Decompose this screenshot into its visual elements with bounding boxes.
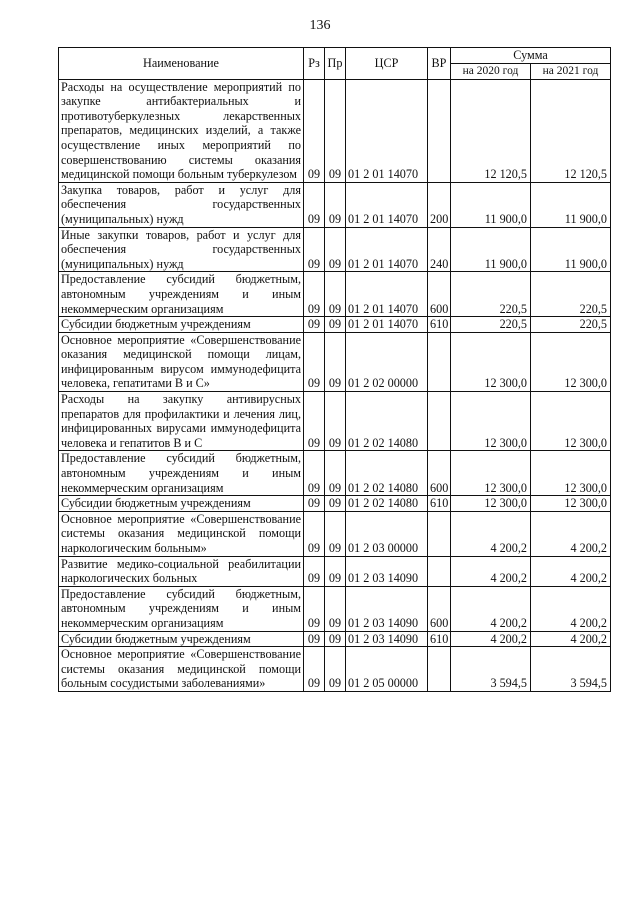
cell-pr: 09 [325, 227, 346, 272]
table-row [59, 511, 611, 556]
table-row [59, 631, 611, 647]
table-row [59, 647, 611, 692]
cell-vr: 600 [428, 586, 451, 631]
cell-vr [428, 556, 451, 586]
cell-name: Предоставление субсидий бюджетным, автономным учреждениям и иным некоммерческим организациям [59, 272, 304, 317]
cell-name: Основное мероприятие «Совершенствование системы оказания медицинской помощи наркологическим больным» [59, 511, 304, 556]
cell-sum-2020: 12 300,0 [451, 451, 531, 496]
cell-sum-2020: 3 594,5 [451, 647, 531, 692]
cell-rz: 09 [304, 332, 325, 391]
cell-csr: 01 2 02 14080 [346, 496, 428, 512]
cell-csr: 01 2 03 14090 [346, 556, 428, 586]
cell-sum-2020: 220,5 [451, 317, 531, 333]
page-number: 136 [309, 18, 331, 33]
cell-pr: 09 [325, 182, 346, 227]
cell-pr: 09 [325, 586, 346, 631]
cell-name: Субсидии бюджетным учреждениям [59, 496, 304, 512]
cell-vr [428, 647, 451, 692]
cell-rz: 09 [304, 556, 325, 586]
cell-name: Расходы на осуществление мероприятий по закупке антибактериальных и противотуберкулезных лекарственных препаратов, медицинских изделий, а также осуществление иных мероприятий по совершенствованию системы оказания медицинской помощи больным туберкулезом [59, 79, 304, 182]
cell-pr: 09 [325, 631, 346, 647]
cell-csr: 01 2 01 14070 [346, 79, 428, 182]
cell-sum-2020: 12 300,0 [451, 496, 531, 512]
header-name: Наименование [59, 48, 304, 80]
cell-sum-2020: 4 200,2 [451, 631, 531, 647]
cell-rz: 09 [304, 227, 325, 272]
cell-rz: 09 [304, 586, 325, 631]
cell-csr: 01 2 01 14070 [346, 182, 428, 227]
cell-sum-2021: 3 594,5 [531, 647, 611, 692]
cell-name: Иные закупки товаров, работ и услуг для обеспечения государственных (муниципальных) нужд [59, 227, 304, 272]
cell-name: Субсидии бюджетным учреждениям [59, 317, 304, 333]
cell-vr: 610 [428, 631, 451, 647]
cell-csr: 01 2 01 14070 [346, 272, 428, 317]
cell-pr: 09 [325, 317, 346, 333]
cell-sum-2021: 220,5 [531, 317, 611, 333]
cell-sum-2020: 12 300,0 [451, 332, 531, 391]
cell-rz: 09 [304, 511, 325, 556]
cell-pr: 09 [325, 272, 346, 317]
cell-name: Субсидии бюджетным учреждениям [59, 631, 304, 647]
cell-rz: 09 [304, 272, 325, 317]
cell-sum-2020: 11 900,0 [451, 182, 531, 227]
cell-vr [428, 79, 451, 182]
cell-sum-2020: 4 200,2 [451, 556, 531, 586]
header-pr: Пр [325, 48, 346, 80]
cell-sum-2021: 12 300,0 [531, 451, 611, 496]
cell-csr: 01 2 02 00000 [346, 332, 428, 391]
cell-csr: 01 2 03 14090 [346, 586, 428, 631]
header-rz: Рз [304, 48, 325, 80]
cell-vr [428, 511, 451, 556]
cell-vr: 200 [428, 182, 451, 227]
cell-sum-2021: 4 200,2 [531, 511, 611, 556]
cell-pr: 09 [325, 79, 346, 182]
cell-rz: 09 [304, 317, 325, 333]
cell-rz: 09 [304, 392, 325, 451]
cell-vr: 600 [428, 272, 451, 317]
header-vr: ВР [428, 48, 451, 80]
cell-sum-2021: 11 900,0 [531, 182, 611, 227]
cell-sum-2021: 12 300,0 [531, 332, 611, 391]
table-row [59, 272, 611, 317]
cell-name: Развитие медико-социальной реабилитации наркологических больных [59, 556, 304, 586]
table-row [59, 496, 611, 512]
table-row [59, 227, 611, 272]
budget-table [58, 47, 611, 692]
cell-csr: 01 2 03 00000 [346, 511, 428, 556]
cell-csr: 01 2 01 14070 [346, 227, 428, 272]
cell-sum-2021: 4 200,2 [531, 556, 611, 586]
cell-sum-2020: 12 300,0 [451, 392, 531, 451]
cell-sum-2021: 12 300,0 [531, 392, 611, 451]
table-row [59, 182, 611, 227]
cell-pr: 09 [325, 451, 346, 496]
cell-sum-2020: 4 200,2 [451, 586, 531, 631]
cell-sum-2020: 220,5 [451, 272, 531, 317]
cell-pr: 09 [325, 392, 346, 451]
cell-rz: 09 [304, 451, 325, 496]
cell-csr: 01 2 05 00000 [346, 647, 428, 692]
cell-sum-2020: 11 900,0 [451, 227, 531, 272]
cell-rz: 09 [304, 647, 325, 692]
cell-sum-2021: 11 900,0 [531, 227, 611, 272]
cell-vr [428, 392, 451, 451]
cell-name: Предоставление субсидий бюджетным, автономным учреждениям и иным некоммерческим организациям [59, 451, 304, 496]
header-year-2020: на 2020 год [451, 63, 531, 79]
cell-rz: 09 [304, 79, 325, 182]
cell-rz: 09 [304, 182, 325, 227]
cell-vr: 610 [428, 317, 451, 333]
cell-csr: 01 2 01 14070 [346, 317, 428, 333]
cell-sum-2021: 12 120,5 [531, 79, 611, 182]
table-body [59, 79, 611, 691]
cell-name: Закупка товаров, работ и услуг для обеспечения государственных (муниципальных) нужд [59, 182, 304, 227]
cell-csr: 01 2 03 14090 [346, 631, 428, 647]
cell-csr: 01 2 02 14080 [346, 451, 428, 496]
cell-rz: 09 [304, 496, 325, 512]
table-row [59, 451, 611, 496]
cell-pr: 09 [325, 556, 346, 586]
cell-sum-2021: 12 300,0 [531, 496, 611, 512]
table-row [59, 317, 611, 333]
cell-vr [428, 332, 451, 391]
table-row [59, 392, 611, 451]
table-row [59, 556, 611, 586]
cell-name: Предоставление субсидий бюджетным, автономным учреждениям и иным некоммерческим организациям [59, 586, 304, 631]
cell-rz: 09 [304, 631, 325, 647]
cell-sum-2021: 220,5 [531, 272, 611, 317]
cell-pr: 09 [325, 647, 346, 692]
cell-csr: 01 2 02 14080 [346, 392, 428, 451]
cell-vr: 600 [428, 451, 451, 496]
cell-sum-2021: 4 200,2 [531, 586, 611, 631]
cell-vr: 610 [428, 496, 451, 512]
table-row [59, 586, 611, 631]
cell-sum-2021: 4 200,2 [531, 631, 611, 647]
cell-pr: 09 [325, 496, 346, 512]
cell-pr: 09 [325, 511, 346, 556]
table-row [59, 79, 611, 182]
header-year-2021: на 2021 год [531, 63, 611, 79]
cell-vr: 240 [428, 227, 451, 272]
cell-name: Расходы на закупку антивирусных препаратов для профилактики и лечения лиц, инфицированных вирусами иммунодефицита человека и гепатитов В и С [59, 392, 304, 451]
cell-sum-2020: 12 120,5 [451, 79, 531, 182]
cell-name: Основное мероприятие «Совершенствование системы оказания медицинской помощи больным сосудистыми заболеваниями» [59, 647, 304, 692]
cell-sum-2020: 4 200,2 [451, 511, 531, 556]
table-row [59, 332, 611, 391]
cell-name: Основное мероприятие «Совершенствование оказания медицинской помощи лицам, инфицированным вирусом иммунодефицита человека, гепатитами В и С» [59, 332, 304, 391]
header-csr: ЦСР [346, 48, 428, 80]
cell-pr: 09 [325, 332, 346, 391]
header-sum: Сумма [451, 48, 611, 64]
